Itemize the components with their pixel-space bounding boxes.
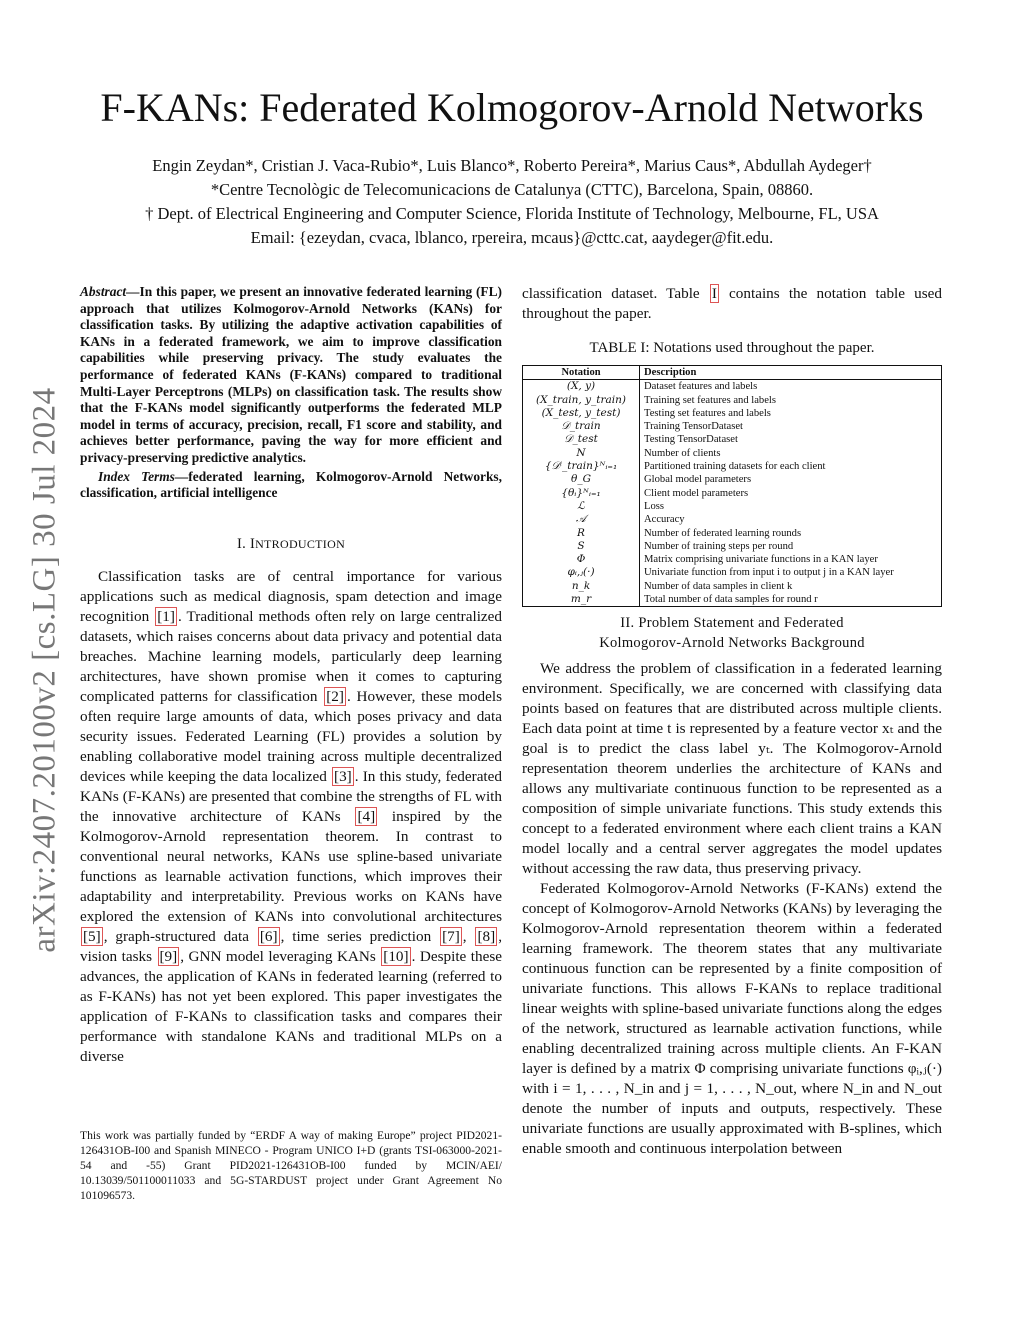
author-block [60, 154, 964, 250]
section-introduction-heading: I. INTRODUCTION [236, 535, 346, 552]
citation-link[interactable]: [3] [334, 767, 352, 785]
table-row: n_k Number of data samples in client k [523, 580, 942, 593]
affiliation-fit: † Dept. of Electrical Engineering and Computer Science, Florida Institute of Technology, Melbourne, FL, USA [145, 204, 879, 223]
table-header-row [523, 366, 942, 380]
citation-link[interactable]: [2] [326, 687, 344, 705]
index-terms-label: Index Terms— [98, 468, 189, 484]
section-heading-line: Kolmogorov-Arnold Networks Background [599, 635, 865, 652]
citation-link[interactable]: [9] [159, 947, 178, 965]
table-row: θ_G Global model parameters [523, 473, 942, 486]
column-header-description: Description [644, 367, 697, 378]
table-row: N Number of clients [523, 447, 942, 460]
index-terms [80, 469, 502, 502]
table-row: (X_test, y_test) Testing set features and labels [523, 407, 942, 420]
abstract-label: Abstract— [80, 284, 140, 299]
table-row: 𝒜 Accuracy [523, 513, 942, 526]
citation-link[interactable]: [4] [357, 807, 376, 825]
abstract [80, 284, 502, 467]
author-list: Engin Zeydan*, Cristian J. Vaca-Rubio*, Luis Blanco*, Roberto Pereira*, Marius Caus*, Abdullah Aydeger† [152, 156, 872, 175]
column-header-notation: Notation [523, 366, 640, 380]
table-row: R Number of federated learning rounds [523, 527, 942, 540]
table-row: S Number of training steps per round [523, 540, 942, 553]
table-row: Φ Matrix comprising univariate functions in a KAN layer [523, 553, 942, 566]
arxiv-identifier: arXiv:2407.20100v2 [cs.LG] 30 Jul 2024 [26, 387, 63, 953]
table-row: {θᵢ}ᴺᵢ₌₁ Client model parameters [523, 487, 942, 500]
arxiv-side-stamp [22, 360, 68, 980]
citation-link[interactable]: [7] [442, 927, 460, 945]
paper-title: F-KANs: Federated Kolmogorov-Arnold Networks [100, 85, 924, 130]
citation-link[interactable]: [10] [383, 947, 409, 965]
author-emails: Email: {ezeydan, cvaca, lblanco, rpereira, mcaus}@cttc.cat, aaydeger@fit.edu. [250, 228, 774, 247]
table-row: φᵢ,ⱼ(·) Univariate function from input i to output j in a KAN layer [523, 566, 942, 579]
table-reference-paragraph: classification dataset. Table I contains the notation table used throughout the paper. [522, 285, 943, 322]
table-reference-link[interactable]: I [711, 285, 717, 302]
notation-table [522, 365, 942, 607]
table-row: ℒ Loss [523, 500, 942, 513]
table-row: (X_train, y_train) Training set features and labels [523, 394, 942, 407]
index-terms-text: federated learning, Kolmogorov-Arnold Networks, classification, artificial intelligence [80, 468, 502, 501]
right-column [522, 284, 942, 1159]
section-heading-line: II. Problem Statement and Federated [620, 615, 844, 632]
affiliation-cttc: *Centre Tecnològic de Telecomunicacions de Catalunya (CTTC), Barcelona, Spain, 08860. [210, 180, 814, 199]
left-column [80, 284, 502, 1067]
fkan-description-paragraph: Federated Kolmogorov-Arnold Networks (F-KANs) extend the concept of Kolmogorov-Arnold Networks (KANs) by leveraging the Kolmogorov-Arnold representation theorem within a federated learning framework. The theorem states that any multivariate continuous function can be represented by a finite composition of univariate functions. This allows F-KANs to replace traditional linear weights with spline-based univariate functions along the edges of the network, structured as learnable activation functions, while enabling decentralized training across multiple clients. An F-KAN layer is defined by a matrix Φ comprising univariate functions φᵢ,ⱼ(·) with i = 1, . . . , N_in and j = 1, . . . , N_out, where N_in and N_out denote the number of inputs and outputs, respectively. These univariate functions are usually approximated with B-splines, which enable smooth and continuous interpolation between [522, 880, 942, 1158]
table-row: 𝒟_test Testing TensorDataset [523, 433, 942, 446]
problem-statement-paragraph: We address the problem of classification in a federated learning environment. Specifically, we are concerned with classifying data points based on features that are distributed across multiple clients. Each data point at time t is represented by a feature vector xₜ and the goal is to predict the class label yₜ. The Kolmogorov-Arnold representation theorem underlies the architecture of KANs and allows any multivariate continuous function to be represented as a composition of simple univariate functions. This study extends this concept to a federated environment where each client trains a KAN model locally and a central server aggregates the model updates without accessing the raw data, thus preserving privacy. [522, 660, 942, 878]
citation-link[interactable]: [5] [83, 927, 101, 945]
introduction-paragraph: Classification tasks are of central importance for various applications such as medical diagnosis, spam detection and image recognition [1] . Traditional methods often rely on large centralized datasets, which raises concerns about data privacy and potential data breaches. Machine learning models, particularly deep learning architectures, have shown promise when it comes to capturing complicated patterns for classification [2] . However, these models often require large amounts of data, which poses privacy and data security issues. Federated Learning (FL) provides a solution by enabling collaborative model training across multiple decentralized devices while keeping the data localized [3] . In this study, federated KANs (F-KANs) are presented that combine the strengths of FL with the innovative architecture of KANs [4] inspired by the Kolmogorov-Arnold representation theorem. In contrast to conventional neural networks, KANs use spline-based univariate functions as learnable activation functions, which improves their adaptability and interpretability. Previous works on KANs have explored the extension of KANs into convolutional architectures [5] , graph-structured data [6] , time series prediction [7] , [8] , vision tasks [9] , GNN model leveraging KANs [10] . Despite these advances, the application of KANs in federated learning (referred to as F-KANs) has not yet been explored. This paper investigates the application of F-KANs to classification tasks and compares their performance with standalone KANs and traditional MLPs on a diverse [80, 567, 503, 1065]
table-row: {𝒟ⁱ_train}ᴺᵢ₌₁ Partitioned training datasets for each client [523, 460, 942, 473]
abstract-text: In this paper, we present an innovative federated learning (FL) approach that utilizes Kolmogorov-Arnold Networks (KANs) for classification tasks. By utilizing the adaptive activation capabilities of KANs in a federated framework, we aim to improve classification capabilities while preserving privacy. The study evaluates the performance of federated KANs (F-KANs) compared to traditional Multi-Layer Perceptrons (MLPs) on classification task. The results show that the F-KANs model significantly outperforms the federated MLP model in terms of accuracy, precision, recall, F1 score and stability, and achieves better performance, paving the way for more efficient and privacy-preserving predictive analytics. [80, 284, 502, 465]
section-problem-statement-heading [522, 613, 942, 653]
table-row: 𝒟_train Training TensorDataset [523, 420, 942, 433]
citation-link[interactable]: [6] [259, 927, 278, 945]
funding-footnote: This work was partially funded by “ERDF A way of making Europe” project PID2021-126431OB-I00 and Spanish MINECO - Program UNICO I+D (grants TSI-063000-2021-54 and -55) Grant PID2021-126431OB-I00 funded by MCIN/AEI/ 10.13039/501100011033 and 5G-STARDUST project under Grant Agreement No 101096573. [80, 1129, 502, 1202]
table-row: m_r Total number of data samples for round r [523, 593, 942, 607]
citation-link[interactable]: [1] [157, 607, 175, 625]
table-caption: TABLE I: Notations used throughout the paper. [589, 340, 875, 356]
citation-link[interactable]: [8] [477, 927, 496, 945]
table-row: (X, y) Dataset features and labels [523, 380, 942, 394]
